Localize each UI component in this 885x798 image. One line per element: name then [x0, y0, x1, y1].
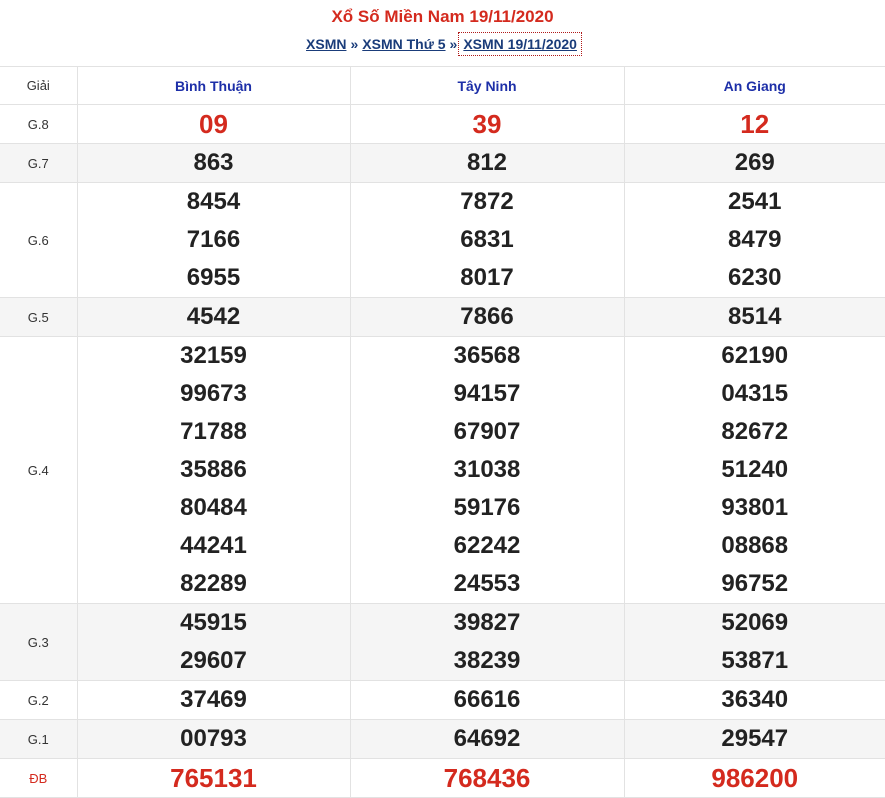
- table-row: [0, 604, 885, 681]
- result-number: 96752: [625, 565, 885, 603]
- result-number: 71788: [78, 413, 350, 451]
- result-cell: [624, 681, 885, 720]
- result-cell: [624, 604, 885, 681]
- result-cell: [624, 183, 885, 298]
- result-cell: [77, 298, 350, 337]
- result-number: 08868: [625, 527, 885, 565]
- result-number: 64692: [351, 720, 624, 758]
- result-number: 863: [78, 144, 350, 182]
- province-header-binh-thuan[interactable]: Bình Thuận: [77, 67, 350, 105]
- result-cell: [77, 105, 350, 144]
- result-number: 35886: [78, 451, 350, 489]
- table-row: [0, 144, 885, 183]
- result-number: 36340: [625, 681, 885, 719]
- prize-label: G.7: [0, 144, 77, 183]
- table-row: [0, 720, 885, 759]
- prize-label: G.6: [0, 183, 77, 298]
- result-number: 38239: [351, 642, 624, 680]
- result-number: 8017: [351, 259, 624, 297]
- result-number: 59176: [351, 489, 624, 527]
- result-cell: [77, 604, 350, 681]
- result-number: 7872: [351, 183, 624, 221]
- result-number: 39827: [351, 604, 624, 642]
- table-header-row: [0, 67, 885, 105]
- prize-label: G.2: [0, 681, 77, 720]
- breadcrumb-link-xsmn[interactable]: XSMN: [306, 36, 346, 52]
- result-number: 31038: [351, 451, 624, 489]
- result-number: 8514: [625, 298, 885, 336]
- result-cell: [77, 759, 350, 798]
- result-number: 80484: [78, 489, 350, 527]
- result-number: 32159: [78, 337, 350, 375]
- province-header-an-giang[interactable]: An Giang: [624, 67, 885, 105]
- result-number: 765131: [78, 759, 350, 797]
- result-number: 62242: [351, 527, 624, 565]
- result-number: 00793: [78, 720, 350, 758]
- result-number: 7166: [78, 221, 350, 259]
- result-cell: [77, 183, 350, 298]
- result-cell: [624, 144, 885, 183]
- result-number: 12: [625, 105, 885, 143]
- breadcrumb: [0, 34, 885, 54]
- result-cell: [350, 759, 624, 798]
- result-cell: [350, 144, 624, 183]
- result-number: 8454: [78, 183, 350, 221]
- result-cell: [350, 183, 624, 298]
- result-number: 39: [351, 105, 624, 143]
- result-number: 04315: [625, 375, 885, 413]
- result-number: 36568: [351, 337, 624, 375]
- result-number: 94157: [351, 375, 624, 413]
- result-cell: [624, 298, 885, 337]
- result-number: 45915: [78, 604, 350, 642]
- result-cell: [350, 298, 624, 337]
- table-row: [0, 337, 885, 604]
- results-table: [0, 66, 885, 798]
- result-number: 812: [351, 144, 624, 182]
- prize-label: G.8: [0, 105, 77, 144]
- result-number: 29547: [625, 720, 885, 758]
- table-row: [0, 183, 885, 298]
- result-cell: [77, 681, 350, 720]
- result-number: 52069: [625, 604, 885, 642]
- result-number: 2541: [625, 183, 885, 221]
- table-row: [0, 759, 885, 798]
- result-number: 24553: [351, 565, 624, 603]
- breadcrumb-link-xsmn-thu-5[interactable]: XSMN Thứ 5: [362, 36, 445, 52]
- prize-label: G.3: [0, 604, 77, 681]
- result-cell: [350, 720, 624, 759]
- table-row: [0, 105, 885, 144]
- result-number: 09: [78, 105, 350, 143]
- result-number: 51240: [625, 451, 885, 489]
- result-cell: [350, 681, 624, 720]
- result-cell: [350, 604, 624, 681]
- prize-label: G.5: [0, 298, 77, 337]
- result-cell: [624, 759, 885, 798]
- result-cell: [624, 337, 885, 604]
- result-number: 768436: [351, 759, 624, 797]
- prize-label: ĐB: [0, 759, 77, 798]
- breadcrumb-separator: »: [446, 36, 462, 52]
- result-cell: [77, 720, 350, 759]
- result-number: 93801: [625, 489, 885, 527]
- result-number: 82672: [625, 413, 885, 451]
- result-number: 67907: [351, 413, 624, 451]
- result-cell: [350, 337, 624, 604]
- prize-label: G.4: [0, 337, 77, 604]
- result-number: 53871: [625, 642, 885, 680]
- result-number: 99673: [78, 375, 350, 413]
- result-number: 986200: [625, 759, 885, 797]
- table-row: [0, 298, 885, 337]
- breadcrumb-separator: »: [346, 36, 362, 52]
- result-number: 66616: [351, 681, 624, 719]
- page-title: Xổ Số Miền Nam 19/11/2020: [0, 6, 885, 28]
- province-header-tay-ninh[interactable]: Tây Ninh: [350, 67, 624, 105]
- breadcrumb-link-current-date[interactable]: XSMN 19/11/2020: [461, 35, 579, 53]
- result-cell: [624, 105, 885, 144]
- result-number: 82289: [78, 565, 350, 603]
- result-cell: [77, 337, 350, 604]
- result-cell: [350, 105, 624, 144]
- prize-label: G.1: [0, 720, 77, 759]
- result-number: 29607: [78, 642, 350, 680]
- result-number: 6831: [351, 221, 624, 259]
- prize-column-header: Giải: [0, 67, 77, 105]
- result-number: 62190: [625, 337, 885, 375]
- result-number: 44241: [78, 527, 350, 565]
- result-number: 7866: [351, 298, 624, 336]
- result-number: 6230: [625, 259, 885, 297]
- result-number: 4542: [78, 298, 350, 336]
- table-row: [0, 681, 885, 720]
- result-number: 8479: [625, 221, 885, 259]
- result-cell: [624, 720, 885, 759]
- result-number: 37469: [78, 681, 350, 719]
- result-number: 269: [625, 144, 885, 182]
- result-number: 6955: [78, 259, 350, 297]
- result-cell: [77, 144, 350, 183]
